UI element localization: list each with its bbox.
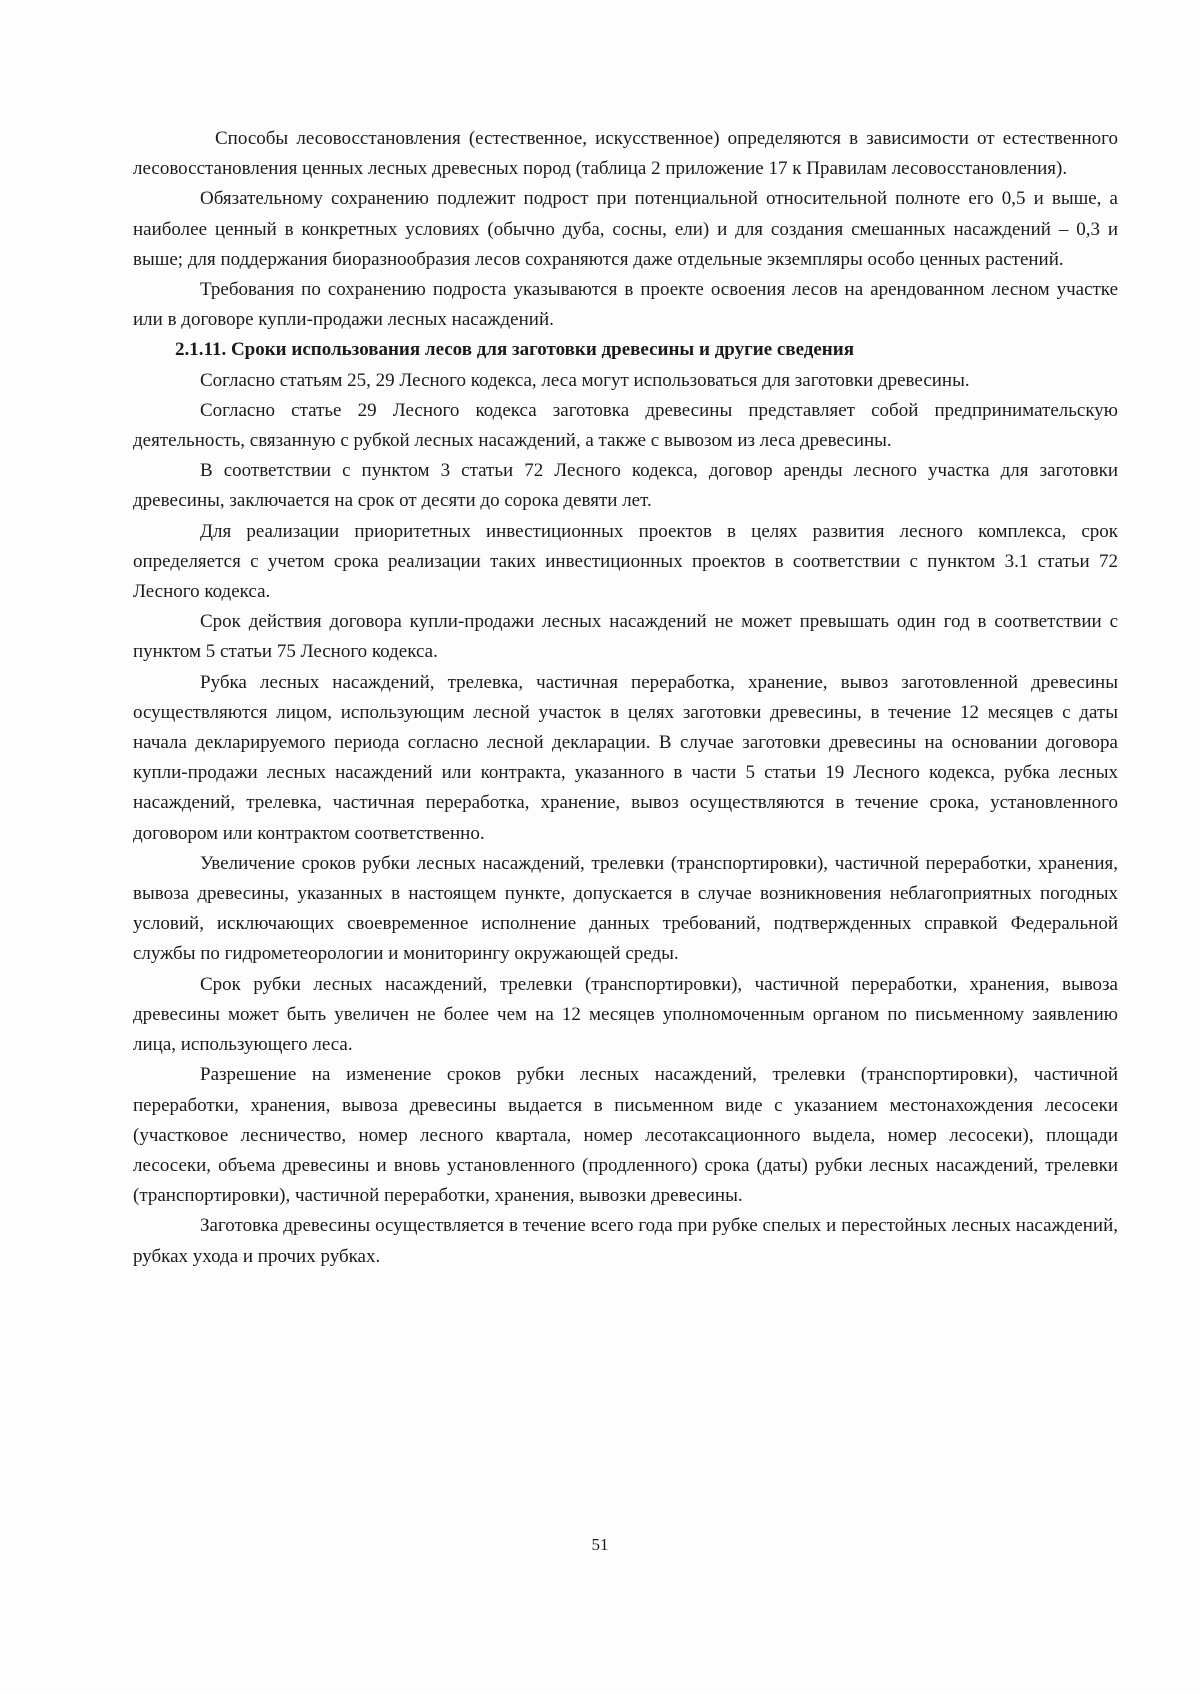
paragraph-forest-code-articles: Согласно статьям 25, 29 Лесного кодекса, леса могут использоваться для заготовки древесины. xyxy=(200,369,970,391)
paragraph-term-extension-limit: Срок рубки лесных насаждений, трелевки (транспортировки), частичной переработки, хранения, вывоза древесины может быть увеличен не более чем на 12 месяцев уполномоченным органом по письменному заявлению лица, использующего леса. xyxy=(133,973,1118,1056)
paragraph-sale-contract-term: Срок действия договора купли-продажи лесных насаждений не может превышать один год в соответствии с пунктом 5 статьи 75 Лесного кодекса. xyxy=(133,611,1118,663)
paragraph-undergrowth-requirements: Требования по сохранению подроста указываются в проекте освоения лесов на арендованном лесном участке или в договоре купли-продажи лесных насаждений. xyxy=(133,279,1118,331)
document-body xyxy=(133,124,1118,1272)
paragraph-logging-period: Рубка лесных насаждений, трелевка, частичная переработка, хранение, вывоз заготовленной древесины осуществляются лицом, использующим лесной участок в целях заготовки древесины, в течение 12 месяцев с даты начала декларируемого периода согласно лесной декларации. В случае заготовки древесины на основании договора купли-продажи лесных насаждений или контракта, указанного в части 5 статьи 19 Лесного кодекса, рубка лесных насаждений, трелевка, частичная переработка, хранение, вывоз осуществляются в течение срока, установленного договором или контрактом соответственно. xyxy=(133,671,1118,844)
section-heading: 2.1.11. Сроки использования лесов для заготовки древесины и другие сведения xyxy=(175,339,854,361)
paragraph-extension-permit: Разрешение на изменение сроков рубки лесных насаждений, трелевки (транспортировки), частичной переработки, хранения, вывоза древесины выдается в письменном виде с указанием местонахождения лесосеки (участковое лесничество, номер лесного квартала, номер лесотаксационного выдела, номер лесосеки), площади лесосеки, объема древесины и вновь установленного (продленного) срока (даты) рубки лесных насаждений, трелевки (транспортировки), частичной переработки, хранения, вывозки древесины. xyxy=(133,1064,1118,1207)
paragraph-term-extension-weather: Увеличение сроков рубки лесных насаждений, трелевки (транспортировки), частичной переработки, хранения, вывоза древесины, указанных в настоящем пункте, допускается в случае возникновения неблагоприятных погодных условий, исключающих своевременное исполнение данных требований, подтвержденных справкой Федеральной службы по гидрометеорологии и мониторингу окружающей среды. xyxy=(133,852,1118,965)
paragraph-year-round-harvesting: Заготовка древесины осуществляется в течение всего года при рубке спелых и перестойных лесных насаждений, рубках ухода и прочих рубках. xyxy=(133,1215,1118,1267)
paragraph-investment-projects: Для реализации приоритетных инвестиционных проектов в целях развития лесного комплекса, срок определяется с учетом срока реализации таких инвестиционных проектов в соответствии с пунктом 3.1 статьи 72 Лесного кодекса. xyxy=(133,520,1118,603)
paragraph-timber-harvesting-definition: Согласно статье 29 Лесного кодекса заготовка древесины представляет собой предпринимательскую деятельность, связанную с рубкой лесных насаждений, а также с вывозом из леса древесины. xyxy=(133,399,1118,452)
paragraph-undergrowth-preservation: Обязательному сохранению подлежит подрост при потенциальной относительной полноте его 0,5 и выше, а наиболее ценный в конкретных условиях (обычно дуба, сосны, ели) и для создания смешанных насаждений – 0,3 и выше; для поддержания биоразнообразия лесов сохраняются даже отдельные экземпляры особо ценных растений. xyxy=(133,188,1118,270)
paragraph-reforestation-methods: Способы лесовосстановления (естественное, искусственное) определяются в зависимости от естественного лесовосстановления ценных лесных древесных пород (таблица 2 приложение 17 к Правилам лесовосстановления). xyxy=(133,128,1118,180)
paragraph-lease-term: В соответствии с пунктом 3 статьи 72 Лесного кодекса, договор аренды лесного участка для заготовки древесины, заключается на срок от десяти до сорока девяти лет. xyxy=(133,460,1118,512)
page-number: 51 xyxy=(591,1535,609,1554)
